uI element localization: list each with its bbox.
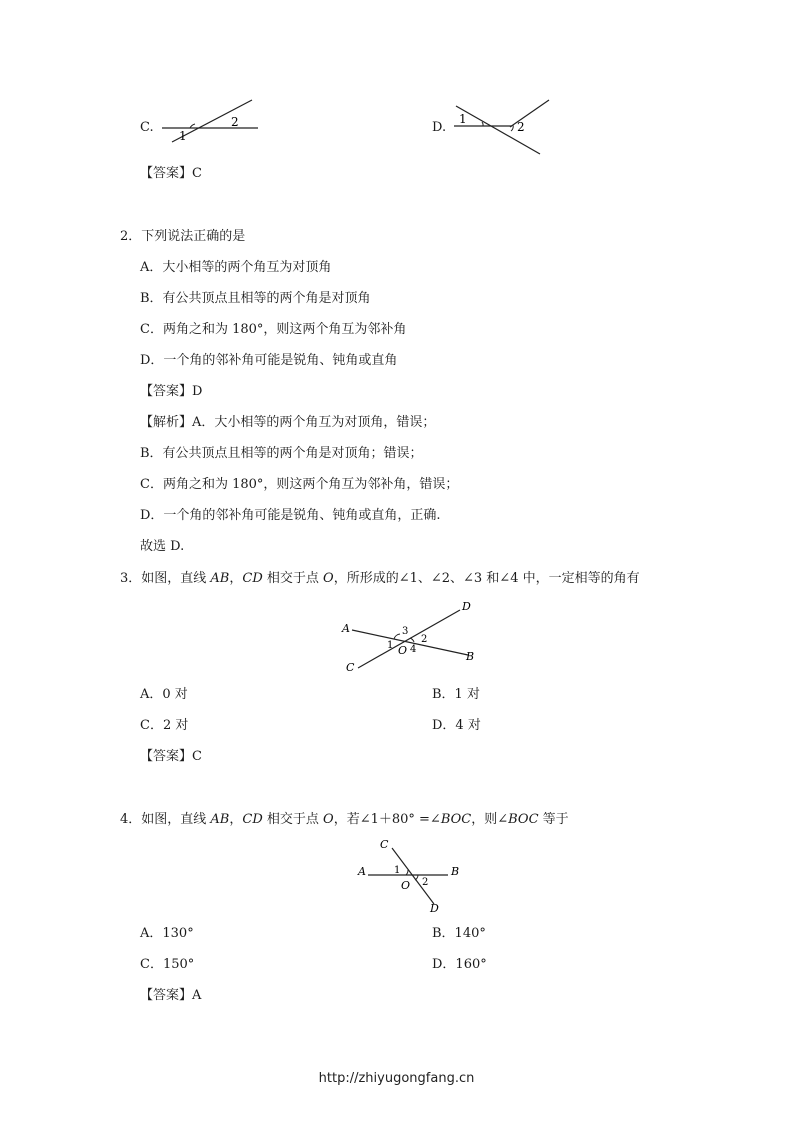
q3-label-b: B — [466, 650, 475, 663]
q1-option-d-figure — [452, 96, 562, 158]
q2-option-a: A．大小相等的两个角互为对顶角 — [140, 260, 332, 275]
q4-stem-part: ， — [229, 812, 243, 827]
q4-angle-boc: BOC — [508, 812, 539, 827]
q4-angle-boc: BOC — [440, 812, 472, 827]
q2-option-b: B．有公共顶点且相等的两个角是对顶角 — [140, 291, 371, 306]
q4-label-a: A — [358, 865, 366, 878]
q3-label-a: A — [342, 622, 350, 635]
q3-stem-part: ， — [229, 571, 243, 586]
q4-angle-1: 1 — [394, 865, 401, 876]
q3-line-cd: CD — [242, 571, 263, 586]
q4-stem — [120, 812, 569, 828]
q4-option-c: C．150° — [140, 957, 195, 972]
q3-stem — [120, 571, 640, 587]
q2-option-c: C．两角之和为 180°，则这两个角互为邻补角 — [140, 322, 407, 337]
q1d-angle-1: 1 — [459, 112, 467, 126]
q4-stem-part: 相交于点 — [262, 812, 324, 827]
q3-figure — [336, 598, 486, 674]
q3-line-ab: AB — [210, 571, 230, 586]
q1-option-c-label: C. — [140, 120, 154, 135]
q4-answer: 【答案】A — [140, 988, 202, 1003]
q3-label-d: D — [462, 600, 471, 613]
q1c-angle-1: 1 — [179, 129, 187, 143]
q1-answer: 【答案】C — [140, 166, 202, 181]
q3-option-a: A．0 对 — [140, 687, 188, 702]
q4-stem-part: 4．如图，直线 — [120, 812, 211, 827]
q1-option-d-label: D. — [432, 120, 447, 135]
q3-option-c: C．2 对 — [140, 718, 189, 733]
q4-stem-part: ，若∠1＋80° =∠ — [333, 812, 441, 827]
q2-explanation-4: D．一个角的邻补角可能是锐角、钝角或直角，正确. — [140, 508, 441, 523]
q4-option-b: B．140° — [432, 926, 486, 941]
q2-answer: 【答案】D — [140, 384, 203, 399]
q3-answer: 【答案】C — [140, 749, 202, 764]
q3-option-b: B．1 对 — [432, 687, 480, 702]
q4-figure — [356, 838, 466, 916]
q3-stem-part: ，所形成的∠1、∠2、∠3 和∠4 中，一定相等的角有 — [333, 571, 640, 586]
q3-angle-3: 3 — [402, 626, 409, 637]
q2-stem: 2．下列说法正确的是 — [120, 229, 246, 244]
q2-conclusion: 故选 D. — [140, 539, 185, 554]
q4-label-b: B — [451, 865, 460, 878]
q2-option-d: D．一个角的邻补角可能是锐角、钝角或直角 — [140, 353, 398, 368]
q4-option-d: D．160° — [432, 957, 487, 972]
q3-angle-2: 2 — [421, 634, 428, 645]
q3-label-c: C — [346, 661, 355, 674]
q1c-angle-2: 2 — [231, 115, 239, 129]
q1d-angle-2: 2 — [517, 120, 525, 134]
q4-point-o: O — [323, 812, 334, 827]
q3-stem-part: 3．如图，直线 — [120, 571, 211, 586]
footer-url[interactable]: http://zhiyugongfang.cn — [318, 1071, 475, 1086]
q4-stem-part: 等于 — [538, 812, 569, 827]
q3-stem-part: 相交于点 — [262, 571, 324, 586]
q4-label-d: D — [430, 902, 439, 915]
q4-stem-part: ，则∠ — [471, 812, 509, 827]
q2-explanation-2: B．有公共顶点且相等的两个角是对顶角；错误； — [140, 446, 423, 461]
q3-label-o: O — [398, 644, 408, 657]
q4-line-cd: CD — [242, 812, 263, 827]
q1-option-c-figure — [160, 96, 270, 146]
q2-explanation-3: C．两角之和为 180°，则这两个角互为邻补角，错误； — [140, 477, 459, 492]
q4-option-a: A．130° — [140, 926, 194, 941]
q3-option-d: D．4 对 — [432, 718, 481, 733]
q4-label-o: O — [401, 879, 411, 892]
q4-line-ab: AB — [210, 812, 230, 827]
q3-angle-1: 1 — [387, 640, 394, 651]
q3-angle-4: 4 — [410, 644, 417, 655]
q2-explanation-1: 【解析】A．大小相等的两个角互为对顶角，错误； — [140, 415, 436, 430]
q4-angle-2: 2 — [422, 877, 429, 888]
q3-point-o: O — [323, 571, 334, 586]
q4-label-c: C — [380, 838, 389, 851]
